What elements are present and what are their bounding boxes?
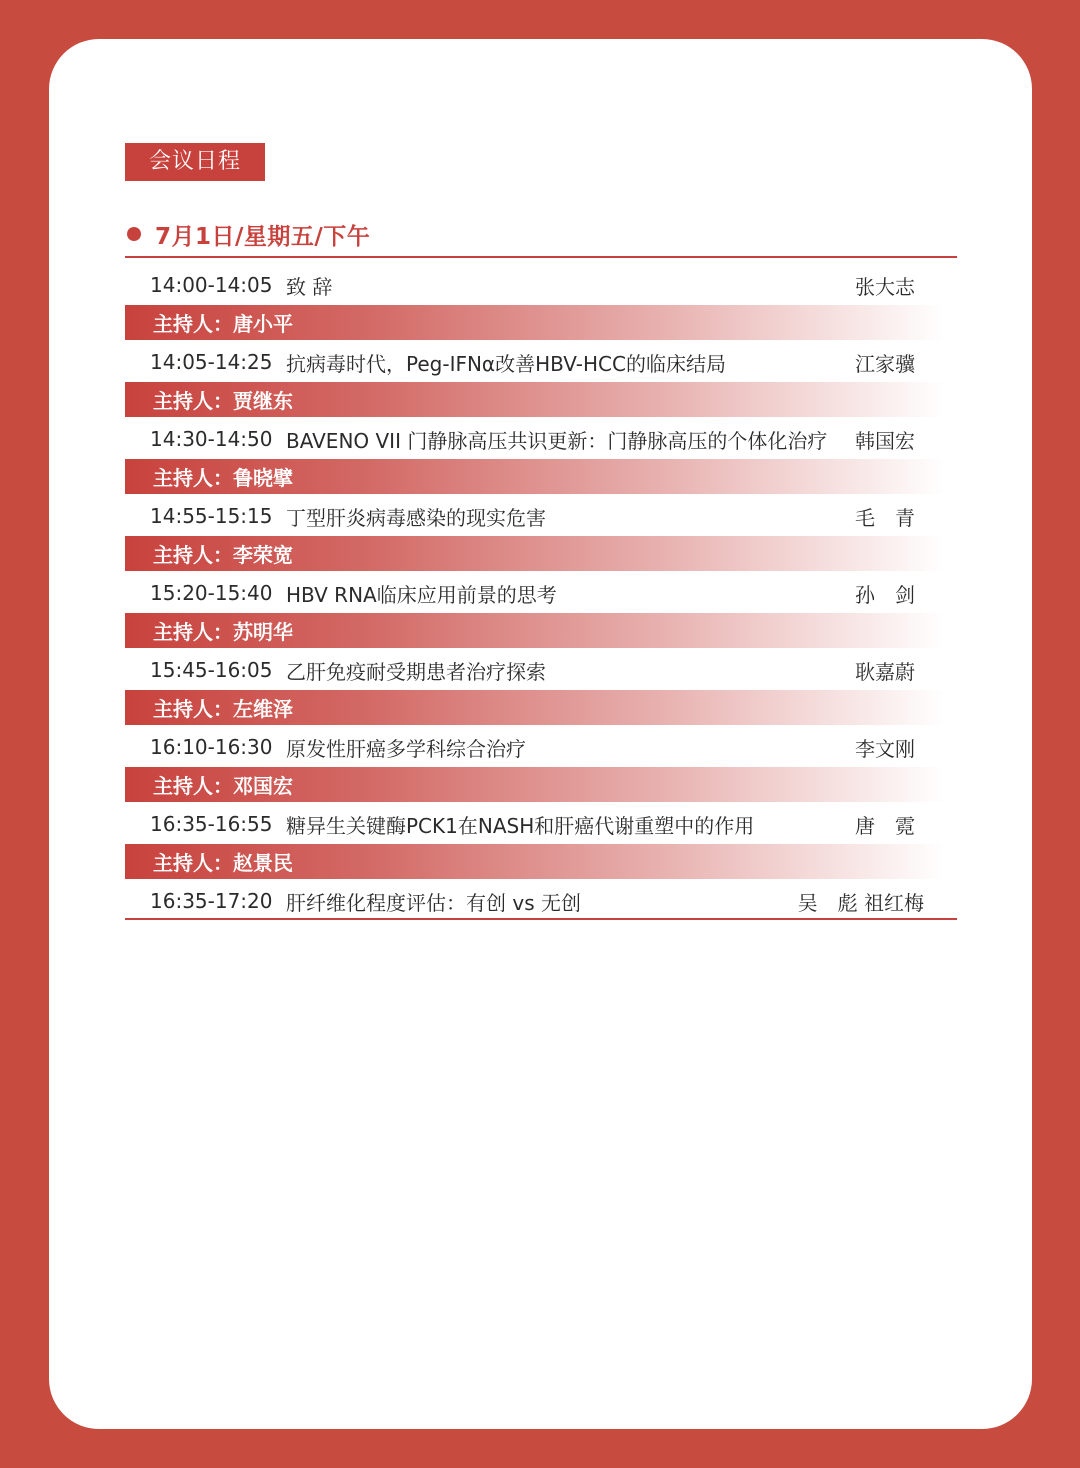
talk-speaker: 韩国宏: [855, 428, 915, 453]
section-tag: 会议日程: [125, 143, 265, 181]
day-header: [125, 212, 957, 258]
talk-time: 15:45-16:05: [150, 658, 273, 682]
host-row: [125, 459, 945, 494]
talk-speaker: 唐 霓: [855, 813, 915, 838]
talk-row: [125, 728, 957, 766]
talk-topic: HBV RNA临床应用前景的思考: [286, 582, 557, 607]
talk-row: [125, 574, 957, 612]
host-label: 主持人：贾继东: [153, 389, 293, 413]
talk-speaker: 毛 青: [855, 505, 915, 530]
host-label: 主持人：左维泽: [153, 697, 293, 721]
talk-topic: 丁型肝炎病毒感染的现实危害: [286, 505, 546, 530]
talk-row: [125, 266, 957, 304]
bullet-dot-icon: [127, 227, 141, 241]
talk-speaker: 江家骥: [855, 351, 915, 376]
talk-time: 14:00-14:05: [150, 273, 273, 297]
talk-speaker: 耿嘉蔚: [855, 659, 915, 684]
talk-time: 15:20-15:40: [150, 581, 273, 605]
talk-time: 16:35-16:55: [150, 812, 273, 836]
talk-time: 16:35-17:20: [150, 889, 273, 913]
host-row: [125, 382, 945, 417]
host-row: [125, 305, 945, 340]
host-row: [125, 844, 945, 879]
talk-topic: 致 辞: [286, 274, 333, 299]
talk-time: 14:30-14:50: [150, 427, 273, 451]
talk-row: [125, 343, 957, 381]
host-row: [125, 767, 945, 802]
host-row: [125, 536, 945, 571]
schedule-list: [125, 266, 957, 920]
host-label: 主持人：鲁晓擘: [153, 466, 293, 490]
host-label: 主持人：唐小平: [153, 312, 293, 336]
talk-topic: 乙肝免疫耐受期患者治疗探索: [286, 659, 546, 684]
talk-speaker: 李文刚: [855, 736, 915, 761]
talk-time: 16:10-16:30: [150, 735, 273, 759]
talk-row: [125, 882, 957, 920]
host-label: 主持人：苏明华: [153, 620, 293, 644]
talk-topic: 原发性肝癌多学科综合治疗: [286, 736, 526, 761]
day-title: 7月1日/星期五/下午: [155, 223, 371, 250]
talk-row: [125, 651, 957, 689]
host-row: [125, 690, 945, 725]
host-row: [125, 613, 945, 648]
talk-row: [125, 497, 957, 535]
host-label: 主持人：李荣宽: [153, 543, 293, 567]
talk-speaker: 孙 剑: [855, 582, 915, 607]
talk-topic: 糖异生关键酶PCK1在NASH和肝癌代谢重塑中的作用: [286, 813, 755, 838]
talk-row: [125, 805, 957, 843]
talk-time: 14:05-14:25: [150, 350, 273, 374]
talk-topic: 抗病毒时代，Peg-IFNα改善HBV-HCC的临床结局: [286, 351, 726, 376]
talk-topic: 肝纤维化程度评估：有创 vs 无创: [286, 890, 581, 915]
talk-speaker: 张大志: [855, 274, 915, 299]
host-label: 主持人：赵景民: [153, 851, 293, 875]
host-label: 主持人：邓国宏: [153, 774, 293, 798]
talk-time: 14:55-15:15: [150, 504, 273, 528]
talk-speaker: 吴 彪 祖红梅: [797, 890, 924, 915]
talk-row: [125, 420, 957, 458]
talk-topic: BAVENO VII 门静脉高压共识更新：门静脉高压的个体化治疗: [286, 428, 828, 453]
